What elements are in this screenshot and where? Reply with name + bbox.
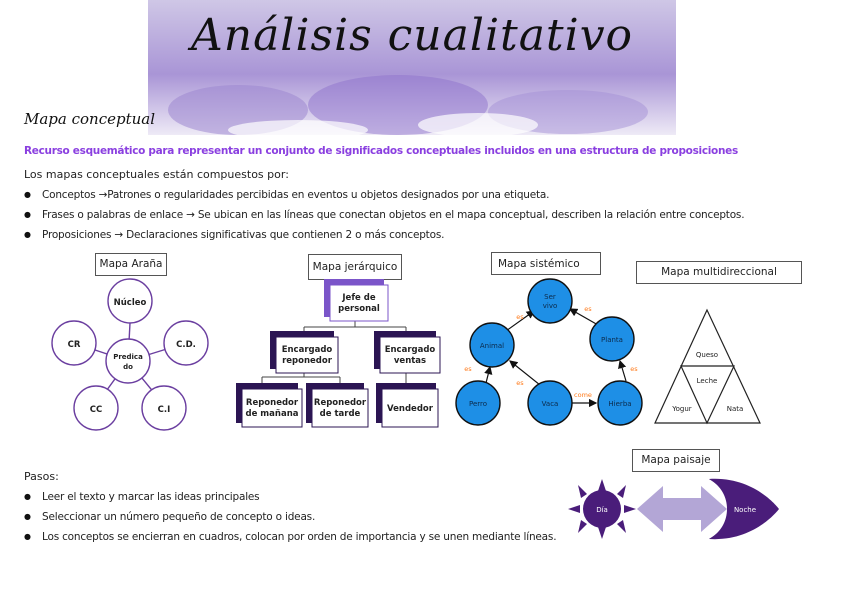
hierarchy-mid2-1: Encargado (384, 345, 436, 355)
landscape-night: Noche (733, 506, 757, 514)
list-item: ● Conceptos →Patrones o regularidades percibidas en eventos u objetos designados por una etiqueta. (24, 185, 744, 205)
spider-map (40, 275, 220, 440)
systemic-bm: Vaca (541, 400, 559, 408)
list-item: ● Los conceptos se encierran en cuadros, colocan por orden de importancia y se unen mediante líneas. (24, 527, 556, 547)
landscape-day: Día (596, 506, 608, 514)
systemic-left: Animal (479, 342, 505, 350)
spider-text-cc: CC (89, 405, 103, 415)
spider-node-center (106, 339, 150, 383)
landscape-map-label: Mapa paisaje (632, 449, 720, 472)
hierarchy-root-2: personal (338, 304, 380, 314)
hierarchy-leaf2-1: Reponedor (313, 398, 367, 408)
multi-item-queso: Queso (695, 351, 719, 359)
intro-text: Los mapas conceptuales están compuestos por: (24, 168, 289, 181)
hierarchy-map (230, 275, 450, 435)
systemic-link: es (516, 313, 524, 321)
spider-map-label: Mapa Araña (95, 253, 167, 276)
list-item: ● Frases o palabras de enlace → Se ubican en las líneas que conectan objetos en el mapa conceptual, describen la relación entre conceptos. (24, 205, 744, 225)
systemic-br: Hierba (608, 400, 632, 408)
systemic-link: es (630, 365, 638, 373)
systemic-right: Planta (601, 336, 623, 344)
systemic-link: es (584, 305, 592, 313)
hierarchy-leaf1-1: Reponedor (245, 398, 299, 408)
spider-text-center-2: do (123, 363, 133, 371)
spider-text-ci: C.I (157, 405, 171, 415)
systemic-link-food: come (574, 391, 592, 399)
steps-list (24, 487, 556, 547)
multi-item-nata: Nata (726, 405, 744, 413)
list-item: ● Leer el texto y marcar las ideas principales (24, 487, 556, 507)
list-item: ● Proposiciones → Declaraciones significativas que contienen 2 o más conceptos. (24, 225, 744, 245)
list-item: ● Seleccionar un número pequeño de concepto o ideas. (24, 507, 556, 527)
systemic-map (450, 275, 650, 430)
steps-title: Pasos: (24, 470, 59, 483)
hierarchy-mid1-2: reponedor (282, 356, 332, 366)
multidirectional-map-label: Mapa multidireccional (636, 261, 802, 284)
systemic-top-2: vivo (542, 302, 558, 310)
systemic-top-1: Ser (544, 293, 556, 301)
hierarchy-leaf1-2: de mañana (245, 409, 299, 419)
multi-item-yogur: Yogur (672, 405, 692, 413)
spider-text-center-1: Predica (113, 353, 143, 361)
section-subtitle: Mapa conceptual (24, 110, 156, 128)
spider-text-cd: C.D. (176, 340, 196, 350)
systemic-map-label: Mapa sistémico (491, 252, 601, 275)
definition-text: Recurso esquemático para representar un conjunto de significados conceptuales incluidos en una estructura de proposiciones (24, 145, 738, 157)
page-title: Análisis cualitativo (190, 10, 634, 61)
hierarchy-root-1: Jefe de (342, 293, 376, 303)
multidirectional-map (650, 305, 770, 430)
spider-text-nucleo: Núcleo (113, 298, 147, 308)
systemic-bl: Perro (468, 400, 488, 408)
hierarchy-leaf2-2: de tarde (319, 409, 361, 419)
spider-text-cr: CR (67, 340, 81, 350)
hierarchy-map-label: Mapa jerárquico (308, 254, 402, 280)
hierarchy-leaf3: Vendedor (387, 404, 433, 414)
components-list (24, 185, 744, 245)
systemic-link: es (464, 365, 472, 373)
multi-item-leche: Leche (696, 377, 718, 385)
systemic-link: es (516, 379, 524, 387)
landscape-map (565, 474, 785, 544)
hierarchy-mid1-1: Encargado (281, 345, 333, 355)
hierarchy-mid2-2: ventas (393, 356, 427, 366)
